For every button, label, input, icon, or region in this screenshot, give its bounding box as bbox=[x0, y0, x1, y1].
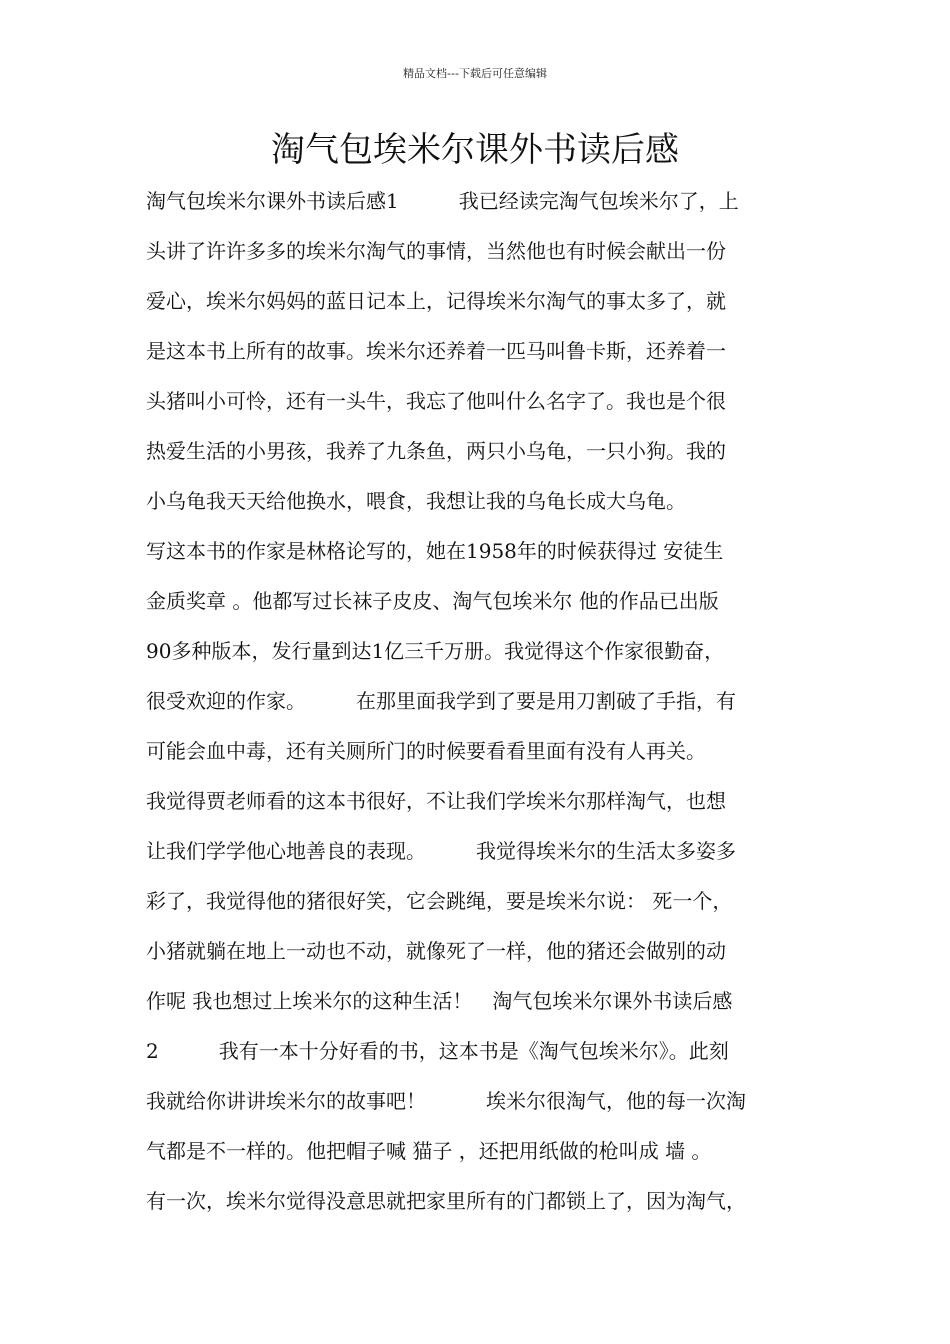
document-title: 淘气包埃米尔课外书读后感 bbox=[271, 130, 679, 170]
text-line: 写这本书的作家是林格论写的，她在1958年的时候获得过 安徒生 bbox=[146, 539, 724, 563]
text-line: 有一次，埃米尔觉得没意思就把家里所有的门都锁上了，因为淘气， bbox=[146, 1189, 746, 1213]
text-line: 小乌龟我天天给他换水，喂食，我想让我的乌龟长成大乌龟。 bbox=[146, 489, 686, 513]
text-line: 作呢 我也想过上埃米尔的这种生活！ 淘气包埃米尔课外书读后感 bbox=[146, 989, 733, 1013]
text-line: 是这本书上所有的故事。埃米尔还养着一匹马叫鲁卡斯，还养着一 bbox=[146, 339, 726, 363]
header-note: 精品文档---下载后可任意编辑 bbox=[403, 67, 547, 80]
text-line: 热爱生活的小男孩，我养了九条鱼，两只小乌龟，一只小狗。我的 bbox=[146, 439, 726, 463]
text-line: 很受欢迎的作家。 在那里面我学到了要是用刀割破了手指，有 bbox=[146, 689, 736, 713]
text-line: 头猪叫小可怜，还有一头牛，我忘了他叫什么名字了。我也是个很 bbox=[146, 389, 726, 413]
text-line: 头讲了许许多多的埃米尔淘气的事情，当然他也有时候会献出一份 bbox=[146, 239, 726, 263]
text-line: 2 我有一本十分好看的书，这本书是《淘气包埃米尔》。此刻 bbox=[146, 1039, 729, 1063]
text-line: 我觉得贾老师看的这本书很好，不让我们学埃米尔那样淘气，也想 bbox=[146, 789, 726, 813]
text-line: 让我们学学他心地善良的表现。 我觉得埃米尔的生活太多姿多 bbox=[146, 839, 736, 863]
text-line: 金质奖章 。他都写过长袜子皮皮、淘气包埃米尔 他的作品已出版 bbox=[146, 589, 719, 613]
text-line: 小猪就躺在地上一动也不动，就像死了一样，他的猪还会做别的动 bbox=[146, 939, 726, 963]
text-line: 爱心，埃米尔妈妈的蓝日记本上，记得埃米尔淘气的事太多了，就 bbox=[146, 289, 726, 313]
text-line: 彩了，我觉得他的猪很好笑，它会跳绳，要是埃米尔说： 死一个， bbox=[146, 889, 733, 913]
text-line: 我就给你讲讲埃米尔的故事吧！ 埃米尔很淘气，他的每一次淘 bbox=[146, 1089, 746, 1113]
text-line: 可能会血中毒，还有关厕所门的时候要看看里面有没有人再关。 bbox=[146, 739, 706, 763]
body-text bbox=[146, 176, 826, 1226]
text-line: 淘气包埃米尔课外书读后感1 我已经读完淘气包埃米尔了，上 bbox=[146, 189, 739, 213]
text-line: 90多种版本，发行量到达1亿三千万册。我觉得这个作家很勤奋， bbox=[146, 639, 725, 663]
text-line: 气都是不一样的。他把帽子喊 猫子 ，还把用纸做的枪叫成 墙 。 bbox=[146, 1139, 712, 1163]
